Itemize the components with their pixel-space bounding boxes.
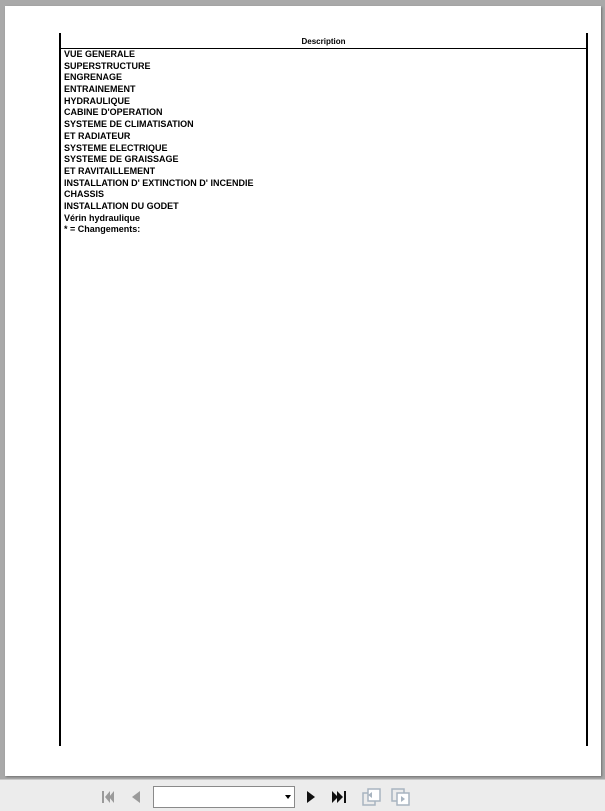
list-item: CABINE D'OPERATION — [64, 107, 163, 118]
page-number-select[interactable] — [153, 786, 295, 808]
table-header-description: Description — [61, 37, 586, 49]
list-item: ET RAVITAILLEMENT — [64, 165, 156, 176]
chevron-down-icon — [285, 795, 291, 799]
first-page-button[interactable] — [99, 788, 117, 806]
import-page-icon — [389, 787, 411, 807]
document-page — [5, 6, 601, 776]
list-item: Vérin hydraulique — [64, 212, 141, 223]
next-page-button[interactable] — [302, 788, 320, 806]
list-item: ENTRAINEMENT — [64, 84, 136, 95]
list-item: SYSTEME DE CLIMATISATION — [64, 119, 194, 130]
list-item: SYSTEME ELECTRIQUE — [64, 142, 168, 153]
list-item: SUPERSTRUCTURE — [64, 60, 151, 71]
list-item: * = Changements: — [64, 224, 141, 235]
list-item: INSTALLATION DU GODET — [64, 200, 179, 211]
list-item: HYDRAULIQUE — [64, 95, 131, 106]
list-item: ET RADIATEUR — [64, 130, 131, 141]
last-page-button[interactable] — [330, 788, 348, 806]
next-page-icon — [303, 789, 319, 805]
import-page-button[interactable] — [389, 788, 411, 806]
export-page-button[interactable] — [360, 788, 382, 806]
export-page-icon — [360, 787, 382, 807]
list-item: CHASSIS — [64, 189, 105, 200]
list-item: VUE GENERALE — [64, 49, 136, 59]
description-list — [64, 49, 253, 236]
first-page-icon — [100, 789, 116, 805]
navigation-toolbar — [0, 779, 605, 811]
list-item: SYSTEME DE GRAISSAGE — [64, 154, 179, 165]
list-item: ENGRENAGE — [64, 72, 123, 83]
previous-page-icon — [128, 789, 144, 805]
list-item: INSTALLATION D' EXTINCTION D' INCENDIE — [64, 177, 254, 188]
last-page-icon — [330, 789, 348, 805]
description-table — [59, 33, 588, 746]
previous-page-button[interactable] — [127, 788, 145, 806]
